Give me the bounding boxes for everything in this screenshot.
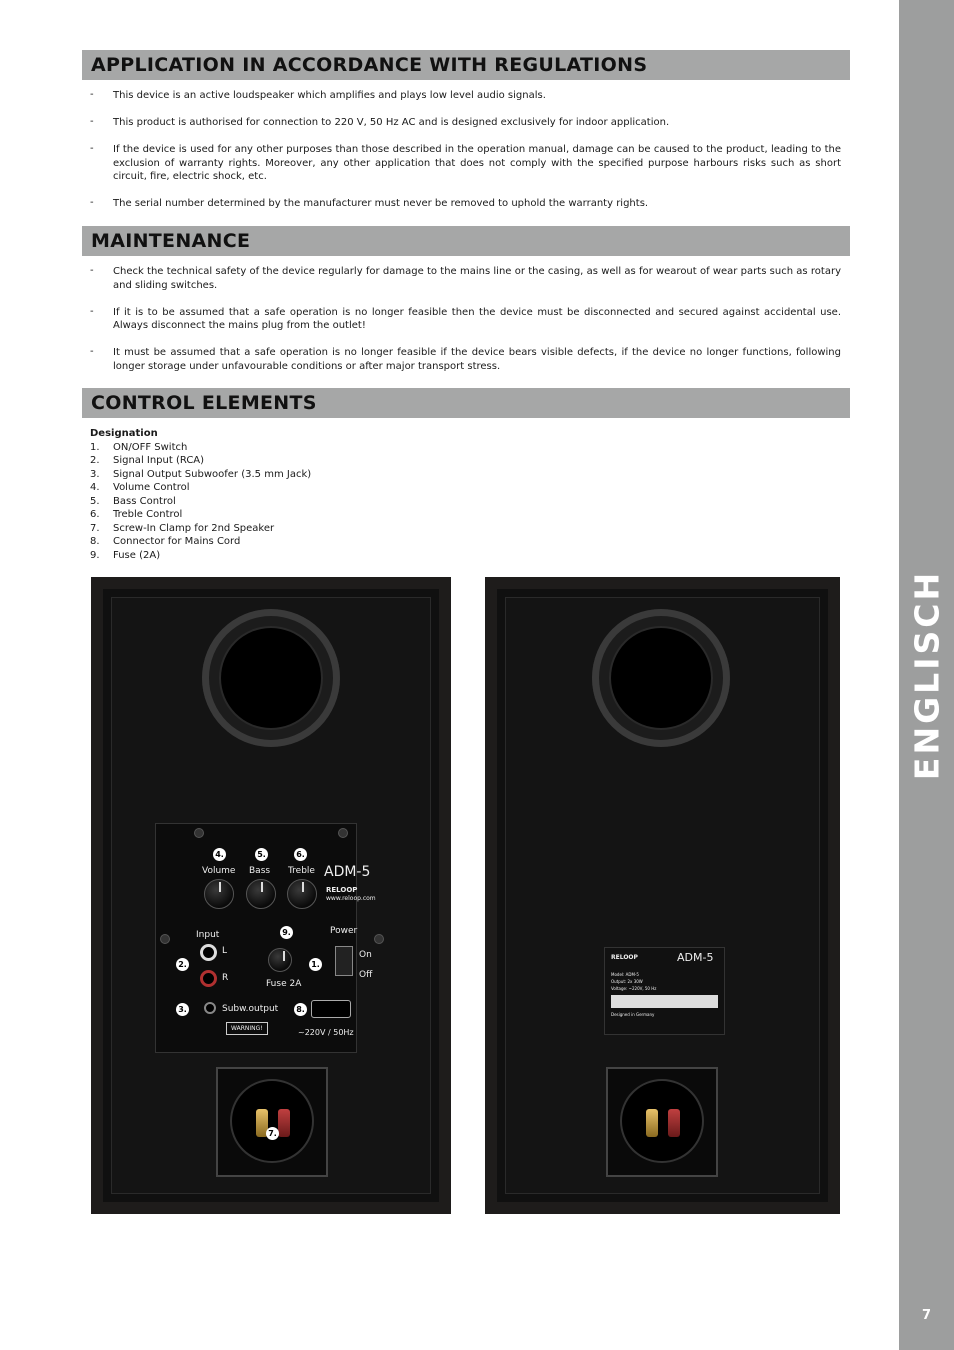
treble-knob[interactable] <box>287 879 317 909</box>
input-label: Input <box>196 930 220 940</box>
fuse-label: Fuse 2A <box>266 979 302 989</box>
section-header-regulations <box>82 50 850 80</box>
plate-designed: Designed in Germany <box>611 1012 655 1017</box>
marker-8: 8. <box>294 1003 307 1016</box>
screw-icon <box>194 828 204 838</box>
rca-left-jack[interactable] <box>200 944 217 961</box>
screw-icon <box>374 934 384 944</box>
plate-line-3: Voltage: ~220V, 50 Hz <box>611 986 657 991</box>
volume-knob[interactable] <box>204 879 234 909</box>
list-item: - The serial number determined by the manufacturer must never be removed to uphold the warranty rights. <box>90 197 649 209</box>
screw-icon <box>160 934 170 944</box>
screw-icon <box>338 828 348 838</box>
language-tab-label: ENGLISCH <box>907 569 947 781</box>
section-title-controls: CONTROL ELEMENTS <box>91 392 317 414</box>
warning-label: WARNING! <box>226 1022 268 1035</box>
rating-plate <box>604 947 725 1035</box>
list-item: 7. Screw-In Clamp for 2nd Speaker <box>90 522 275 534</box>
regulations-list <box>90 89 841 224</box>
list-item: 5. Bass Control <box>90 495 176 507</box>
input-l-label: L <box>222 946 228 956</box>
list-item: 1. ON/OFF Switch <box>90 441 188 453</box>
terminal-post-gold[interactable] <box>646 1109 658 1137</box>
volume-label: Volume <box>202 866 236 876</box>
marker-7: 7. <box>266 1127 279 1140</box>
terminal-recess <box>620 1079 704 1163</box>
voltage-label: ~220V / 50Hz <box>298 1028 354 1037</box>
power-label: Power <box>330 926 358 936</box>
power-switch[interactable] <box>335 946 353 976</box>
designation-heading: Designation <box>90 428 158 439</box>
speaker-rear-photo-right <box>485 577 840 1214</box>
list-item: - This device is an active loudspeaker which amplifies and plays low level audio signals. <box>90 89 546 101</box>
bass-label: Bass <box>249 866 271 876</box>
fuse-holder[interactable] <box>268 948 292 972</box>
marker-2: 2. <box>176 958 189 971</box>
bass-port <box>202 609 340 747</box>
marker-9: 9. <box>280 926 293 939</box>
input-r-label: R <box>222 973 229 983</box>
maintenance-list <box>90 265 841 387</box>
terminal-post-red[interactable] <box>278 1109 290 1137</box>
model-label: ADM-5 <box>324 864 371 880</box>
marker-1: 1. <box>309 958 322 971</box>
bass-port <box>592 609 730 747</box>
list-item: 2. Signal Input (RCA) <box>90 455 205 466</box>
serial-number-field <box>611 995 718 1008</box>
terminal-post-red[interactable] <box>668 1109 680 1137</box>
speaker-rear-photo-left <box>91 577 451 1214</box>
treble-label: Treble <box>288 866 315 876</box>
rca-right-jack[interactable] <box>200 970 217 987</box>
list-item: 6. Treble Control <box>90 509 183 520</box>
speaker-terminal <box>606 1067 718 1177</box>
list-item: - This product is authorised for connection to 220 V, 50 Hz AC and is designed exclusively for indoor application. <box>90 116 670 128</box>
section-title-maintenance: MAINTENANCE <box>91 230 251 252</box>
list-item: - Check the technical safety of the device regularly for damage to the mains line or the casing, as well as for wearout of wear parts such as rotary and sliding switches. <box>90 265 841 291</box>
list-item: 4. Volume Control <box>90 482 190 493</box>
list-item: 3. Signal Output Subwoofer (3.5 mm Jack) <box>90 468 312 480</box>
off-label: Off <box>359 970 373 980</box>
speaker-terminal <box>216 1067 328 1177</box>
marker-4: 4. <box>213 848 226 861</box>
designation-list <box>90 427 311 562</box>
marker-5: 5. <box>255 848 268 861</box>
terminal-recess <box>230 1079 314 1163</box>
plate-brand-logo: RELOOP <box>611 954 638 961</box>
mains-connector[interactable] <box>311 1000 351 1018</box>
marker-6: 6. <box>294 848 307 861</box>
amplifier-panel <box>155 823 376 1053</box>
list-item: 9. Fuse (2A) <box>90 549 161 561</box>
website-label: www.reloop.com <box>326 895 376 902</box>
list-item: - If it is to be assumed that a safe operation is no longer feasible then the device must be disconnected and secured against accidental use. Always disconnect the mains plug from the outlet! <box>90 305 841 331</box>
on-label: On <box>359 950 372 960</box>
page-number: 7 <box>921 1308 932 1323</box>
list-item: - It must be assumed that a safe operation is no longer feasible if the device bears visible defects, if the device no longer functions, following longer storage under unfavourable conditions or after major transport stress. <box>90 346 841 372</box>
plate-line-1: Model: ADM-5 <box>611 972 639 977</box>
list-item: - If the device is used for any other purposes than those described in the operation manual, damage can be caused to the product, leading to the exclusion of warranty rights. Moreover, any other application that does not comply with the specified purpose harbours risks such as short circuit, fire, electric shock, etc. <box>90 143 841 182</box>
brand-logo: RELOOP <box>326 886 358 894</box>
section-header-controls <box>82 388 850 418</box>
section-title-regulations: APPLICATION IN ACCORDANCE WITH REGULATIONS <box>91 54 648 76</box>
marker-3: 3. <box>176 1003 189 1016</box>
subw-output-label: Subw.output <box>222 1004 279 1014</box>
plate-line-2: Output: 2x 30W <box>611 979 643 984</box>
bass-knob[interactable] <box>246 879 276 909</box>
section-header-maintenance <box>82 226 850 256</box>
list-item: 8. Connector for Mains Cord <box>90 536 241 547</box>
subwoofer-output-jack[interactable] <box>204 1002 216 1014</box>
plate-model: ADM-5 <box>677 951 714 964</box>
